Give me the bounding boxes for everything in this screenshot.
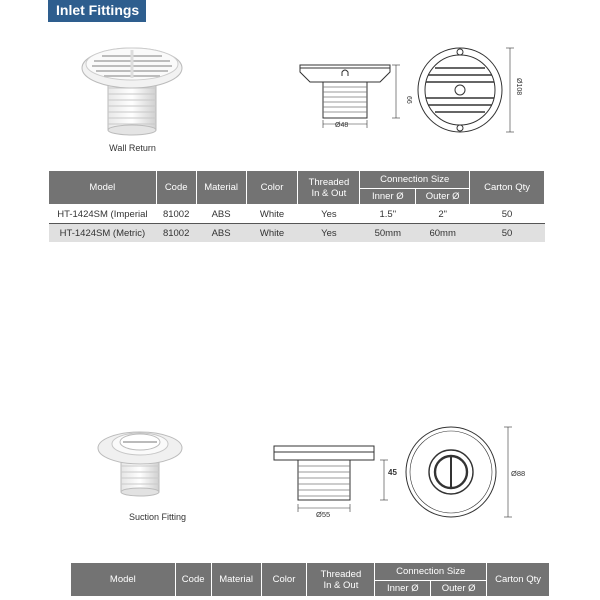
wall-return-photo [80, 38, 190, 138]
header-threaded [307, 563, 375, 597]
header-outer: Outer Ø [416, 189, 470, 205]
cell-inner: 50mm [360, 224, 416, 243]
cell-carton: 50 [501, 208, 513, 220]
suction-fitting-caption: Suction Fitting [128, 512, 187, 522]
cell-outer: 2" [438, 208, 447, 220]
cell-color: White [259, 208, 285, 220]
cell-outer: 60mm [416, 224, 470, 243]
threaded-line1: Threaded [320, 568, 362, 580]
header-inner: Inner Ø [360, 189, 416, 205]
table-row [49, 205, 545, 224]
threaded-line2: In & Out [311, 187, 347, 199]
cell-material: ABS [211, 208, 231, 220]
table-row [49, 224, 545, 243]
header-material: Material [211, 563, 261, 597]
header-outer: Outer Ø [431, 581, 487, 597]
sf-base-dim: Ø55 [316, 510, 331, 519]
header-carton: Carton Qty [487, 563, 550, 597]
cell-threaded: Yes [298, 224, 360, 243]
cell-color: White [246, 224, 298, 243]
sf-diameter-dim: Ø88 [511, 469, 526, 478]
header-model: Model [71, 563, 176, 597]
cell-model: HT-1424SM (Metric) [49, 224, 157, 243]
section-banner: Inlet Fittings [48, 0, 146, 22]
sf-height-dim: 45 [388, 468, 397, 477]
wall-return-table [48, 170, 545, 242]
header-connection: Connection Size [375, 563, 487, 581]
wr-base-dim: Ø48 [335, 122, 349, 129]
cell-model: HT-1424SM (Imperial [57, 208, 148, 220]
header-color: Color [246, 171, 298, 205]
suction-fitting-drawing [268, 420, 528, 520]
cell-code: 81002 [156, 224, 196, 243]
cell-code: 81002 [162, 208, 190, 220]
wr-diameter-dim: Ø108 [515, 78, 522, 96]
header-model: Model [49, 171, 157, 205]
header-inner: Inner Ø [375, 581, 431, 597]
header-material: Material [196, 171, 246, 205]
wall-return-caption: Wall Return [109, 143, 156, 153]
header-connection: Connection Size [360, 171, 470, 189]
threaded-line2: In & Out [323, 579, 359, 591]
wr-height-dim: 66 [405, 96, 412, 104]
cell-threaded: Yes [321, 208, 337, 220]
suction-fitting-table [70, 562, 550, 597]
suction-fitting-photo [95, 418, 185, 503]
header-code: Code [156, 171, 196, 205]
header-code: Code [175, 563, 211, 597]
cell-inner: 1.5" [379, 208, 397, 220]
header-threaded [298, 171, 360, 205]
header-carton: Carton Qty [470, 171, 545, 205]
cell-carton: 50 [470, 224, 545, 243]
threaded-line1: Threaded [308, 176, 350, 188]
cell-material: ABS [196, 224, 246, 243]
header-color: Color [261, 563, 307, 597]
wall-return-drawing [295, 40, 525, 140]
